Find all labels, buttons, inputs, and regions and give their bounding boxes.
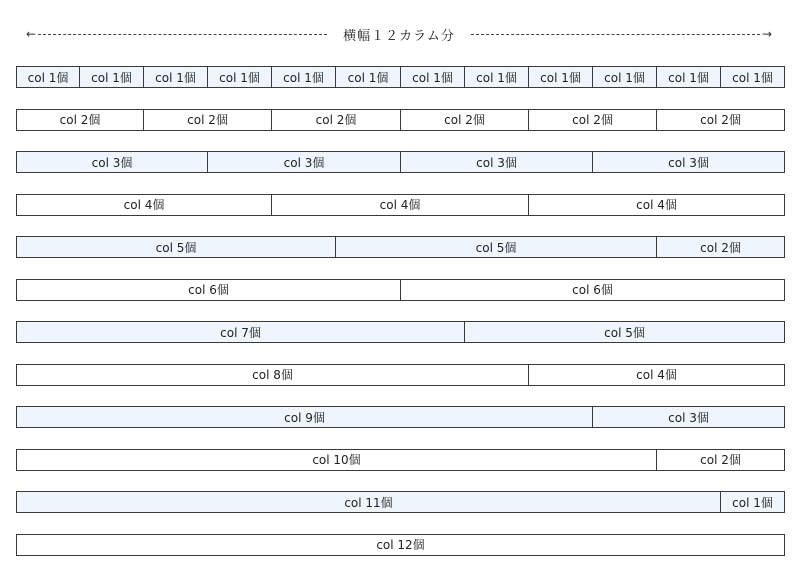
grid-cell: col 2個 <box>144 109 272 131</box>
grid-cell: col 1個 <box>272 66 336 88</box>
grid-row <box>16 534 785 556</box>
grid-cell: col 2個 <box>657 109 785 131</box>
grid-cell: col 3個 <box>16 151 208 173</box>
diagram-title: 横幅１２カラム分 <box>343 28 455 44</box>
grid-cell: col 1個 <box>80 66 144 88</box>
grid-cell: col 4個 <box>16 194 272 216</box>
grid-cell: col 2個 <box>16 109 144 131</box>
grid-cell: col 6個 <box>16 279 401 301</box>
grid-cell: col 12個 <box>16 534 785 556</box>
grid-cell: col 2個 <box>272 109 401 131</box>
grid-cell: col 5個 <box>16 236 336 258</box>
grid-cell: col 11個 <box>16 491 721 513</box>
grid-cell: col 3個 <box>593 151 785 173</box>
grid-cell: col 1個 <box>593 66 657 88</box>
grid-cell: col 2個 <box>657 449 785 471</box>
grid-row <box>16 321 785 343</box>
grid-cell: col 1個 <box>657 66 721 88</box>
grid-row <box>16 236 785 258</box>
grid-row <box>16 66 785 88</box>
width-indicator <box>26 24 772 44</box>
grid-row <box>16 406 785 428</box>
dashed-line-right <box>471 34 760 35</box>
grid-cell: col 7個 <box>16 321 465 343</box>
grid-cell: col 2個 <box>401 109 529 131</box>
grid-row <box>16 449 785 471</box>
grid-row <box>16 279 785 301</box>
grid-cell: col 1個 <box>721 66 785 88</box>
grid-row <box>16 109 785 131</box>
grid-cell: col 1個 <box>529 66 593 88</box>
left-arrow-icon: ← <box>26 27 37 41</box>
grid-cell: col 6個 <box>401 279 785 301</box>
column-grid <box>16 66 785 576</box>
grid-row <box>16 194 785 216</box>
grid-row <box>16 151 785 173</box>
right-arrow-icon: → <box>761 27 772 41</box>
grid-cell: col 1個 <box>721 491 785 513</box>
grid-cell: col 1個 <box>16 66 80 88</box>
grid-cell: col 4個 <box>529 194 785 216</box>
grid-cell: col 9個 <box>16 406 593 428</box>
grid-row <box>16 491 785 513</box>
grid-cell: col 3個 <box>208 151 401 173</box>
grid-cell: col 1個 <box>336 66 401 88</box>
grid-cell: col 5個 <box>465 321 785 343</box>
grid-cell: col 1個 <box>401 66 465 88</box>
grid-cell: col 4個 <box>272 194 529 216</box>
grid-cell: col 2個 <box>657 236 785 258</box>
grid-cell: col 2個 <box>529 109 657 131</box>
dashed-line-left <box>38 34 327 35</box>
grid-cell: col 1個 <box>465 66 529 88</box>
grid-cell: col 3個 <box>401 151 593 173</box>
grid-cell: col 1個 <box>144 66 208 88</box>
grid-cell: col 4個 <box>529 364 785 386</box>
grid-cell: col 10個 <box>16 449 657 471</box>
grid-cell: col 1個 <box>208 66 272 88</box>
grid-row <box>16 364 785 386</box>
grid-cell: col 8個 <box>16 364 529 386</box>
grid-cell: col 5個 <box>336 236 657 258</box>
grid-cell: col 3個 <box>593 406 785 428</box>
